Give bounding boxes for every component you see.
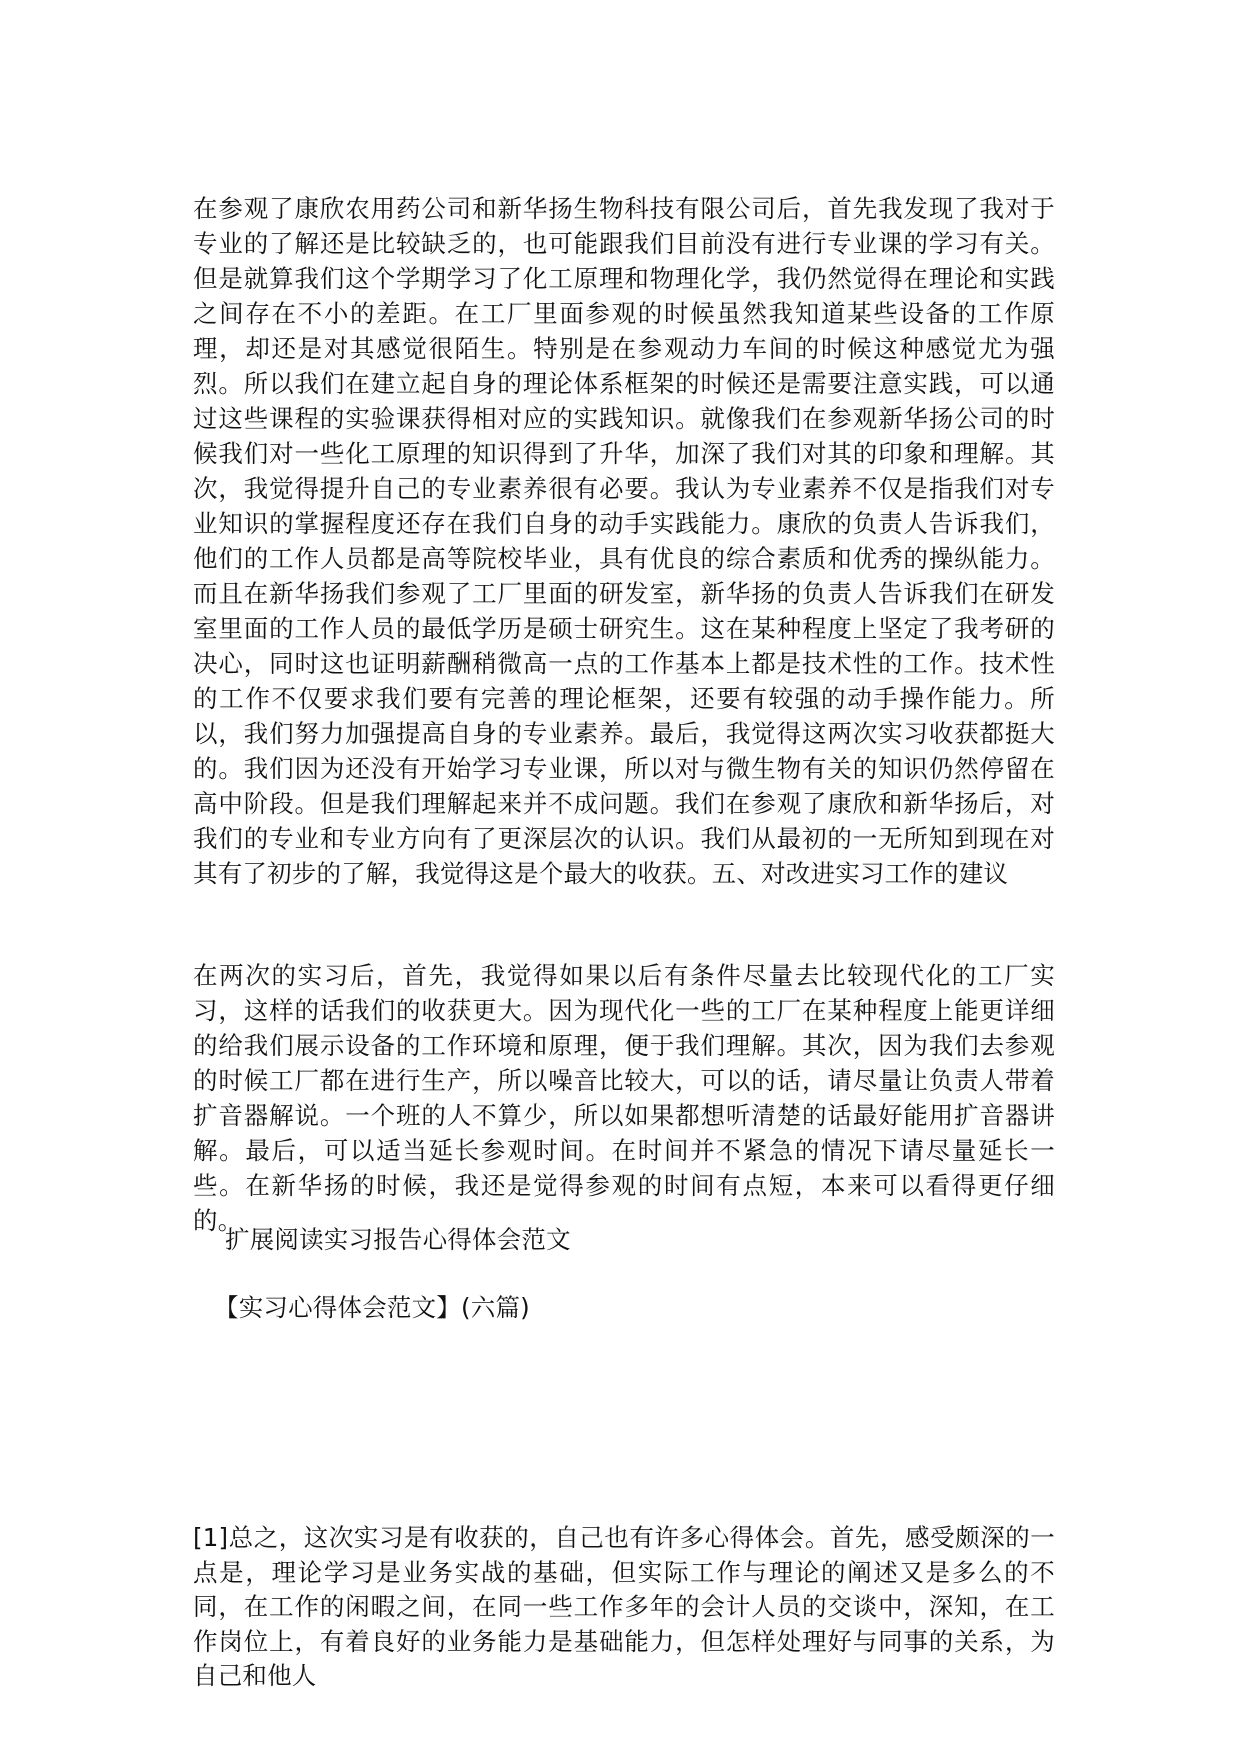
body-paragraph-2: 在两次的实习后，首先，我觉得如果以后有条件尽量去比较现代化的工厂实习，这样的话我们的收获更大。因为现代化一些的工厂在某种程度上能更详细的给我们展示设备的工作环境和原理，便于我们理解。其次，因为我们去参观的时候工厂都在进行生产，所以噪音比较大，可以的话，请尽量让负责人带着扩音器解说。一个班的人不算少，所以如果都想听清楚的话最好能用扩音器讲解。最后，可以适当延长参观时间。在时间并不紧急的情况下请尽量延长一些。在新华扬的时候，我还是觉得参观的时间有点短，本来可以看得更仔细的。 — [193, 961, 1055, 1235]
extended-reading-heading: 扩展阅读实习报告心得体会范文 — [225, 1225, 571, 1254]
body-paragraph-1: 在参观了康欣农用药公司和新华扬生物科技有限公司后，首先我发现了我对于专业的了解还是比较缺乏的，也可能跟我们目前没有进行专业课的学习有关。但是就算我们这个学期学习了化工原理和物理化学，我仍然觉得在理论和实践之间存在不小的差距。在工厂里面参观的时候虽然我知道某些设备的工作原理，却还是对其感觉很陌生。特别是在参观动力车间的时候这种感觉尤为强烈。所以我们在建立起自身的理论体系框架的时候还是需要注意实践，可以通过这些课程的实验课获得相对应的实践知识。就像我们在参观新华扬公司的时候我们对一些化工原理的知识得到了升华，加深了我们对其的印象和理解。其次，我觉得提升自己的专业素养很有必要。我认为专业素养不仅是指我们对专业知识的掌握程度还存在我们自身的动手实践能力。康欣的负责人告诉我们，他们的工作人员都是高等院校毕业，具有优良的综合素质和优秀的操纵能力。而且在新华扬我们参观了工厂里面的研发室，新华扬的负责人告诉我们在研发室里面的工作人员的最低学历是硕士研究生。这在某种程度上坚定了我考研的决心，同时这也证明薪酬稍微高一点的工作基本上都是技术性的工作。技术性的工作不仅要求我们要有完善的理论框架，还要有较强的动手操作能力。所以，我们努力加强提高自身的专业素养。最后，我觉得这两次实习收获都挺大的。我们因为还没有开始学习专业课，所以对与微生物有关的知识仍然停留在高中阶段。但是我们理解起来并不成问题。我们在参观了康欣和新华扬后，对我们的专业和专业方向有了更深层次的认识。我们从最初的一无所知到现在对其有了初步的了解，我觉得这是个最大的收获。五、对改进实习工作的建议 — [193, 194, 1055, 888]
sample-essays-heading: 【实习心得体会范文】(六篇) — [214, 1293, 530, 1322]
body-paragraph-3: [1]总之，这次实习是有收获的，自己也有许多心得体会。首先，感受颇深的一点是，理论学习是业务实战的基础，但实际工作与理论的阐述又是多么的不同，在工作的闲暇之间，在同一些工作多年的会计人员的交谈中，深知，在工作岗位上，有着良好的业务能力是基础能力，但怎样处理好与同事的关系，为自己和他人 — [193, 1523, 1055, 1690]
